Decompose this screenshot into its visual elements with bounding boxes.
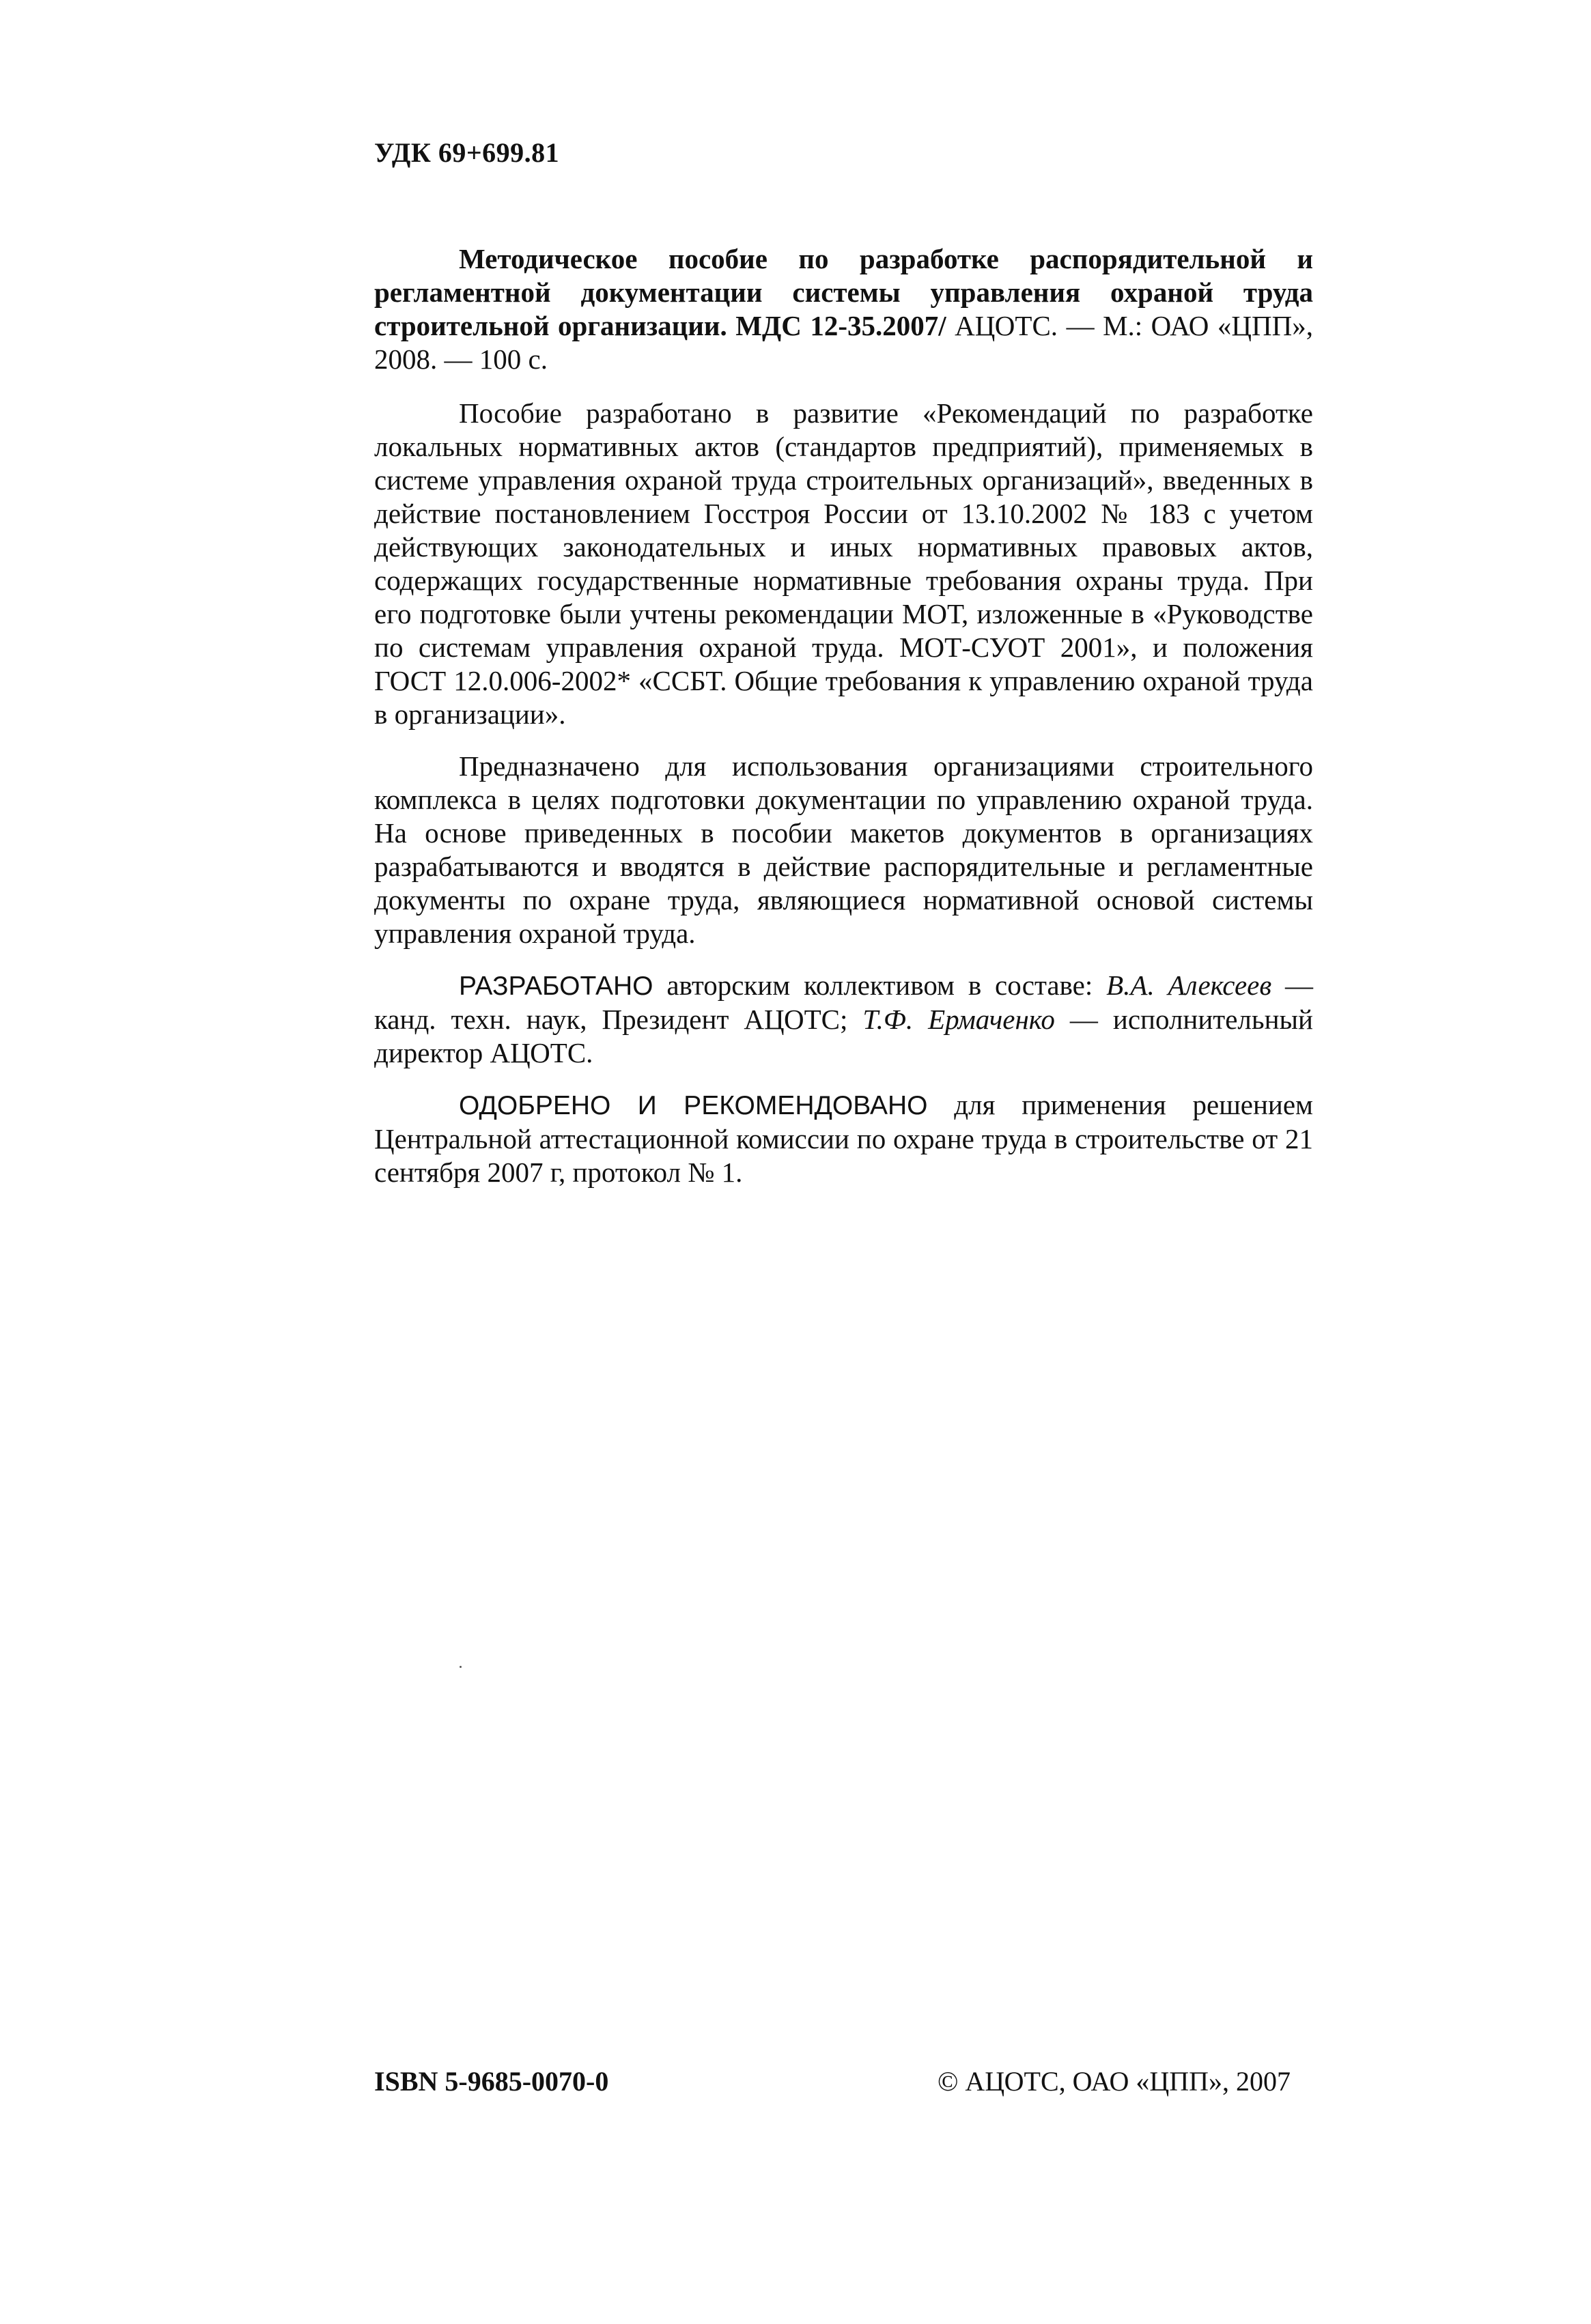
author-2-name: Т.Ф. Ермаченко <box>862 1004 1055 1035</box>
abstract-paragraph-1: Пособие разработано в развитие «Рекомендаций по разработке локальных нормативных актов (стандартов предприятий), применяемых в системе управления охраной труда строительных организаций», введенных в действие постановлением Госстроя России от 13.10.2002 № 183 с учетом действующих законодательных и иных нормативных правовых актов, содержащих государственные нормативные требования охраны труда. При его подготовке были учтены рекомендации МОТ, изложенные в «Руководстве по системам управления охраной труда. МОТ-СУОТ 2001», и положения ГОСТ 12.0.006-2002* «ССБТ. Общие требования к управлению охраной труда в организации». <box>374 397 1313 730</box>
bibliographic-description <box>374 242 1313 376</box>
author-1-name: В.А. Алексеев <box>1106 969 1272 1001</box>
udk-code: УДК 69+699.81 <box>374 137 560 168</box>
author-2-role: — исполнительный директор АЦОТС. <box>374 1004 1313 1068</box>
developed-by-paragraph <box>374 969 1313 1070</box>
approved-label: ОДОБРЕНО И РЕКОМЕНДОВАНО <box>459 1091 928 1120</box>
approved-text: для применения решением Центральной аттестационной комиссии по охране труда в строительстве от 21 сентября 2007 г, протокол № 1. <box>374 1089 1313 1188</box>
isbn: ISBN 5-9685-0070-0 <box>374 2066 609 2097</box>
author-1-role: — канд. техн. наук, Президент АЦОТС; <box>374 969 1313 1035</box>
approved-paragraph <box>374 1088 1313 1189</box>
developed-intro: авторским коллективом в составе: <box>653 969 1107 1001</box>
developed-label: РАЗРАБОТАНО <box>459 972 653 1001</box>
bibliographic-publisher: АЦОТС. — М.: ОАО «ЦПП», 2008. — 100 с. <box>374 310 1313 375</box>
bibliographic-title: Методическое пособие по разработке распорядительной и регламентной документации системы управления охраной труда строительной организации. МДС 12-35.2007/ <box>374 243 1313 341</box>
copyright-notice: © АЦОТС, ОАО «ЦПП», 2007 <box>938 2066 1291 2097</box>
scan-speck <box>460 1666 462 1668</box>
document-body <box>374 242 1313 1189</box>
abstract-paragraph-2: Предназначено для использования организациями строительного комплекса в целях подготовки документации по управлению охраной труда. На основе приведенных в пособии макетов документов в организациях разрабатываются и вводятся в действие распорядительные и регламентные документы по охране труда, являющиеся нормативной основой системы управления охраной труда. <box>374 750 1313 949</box>
